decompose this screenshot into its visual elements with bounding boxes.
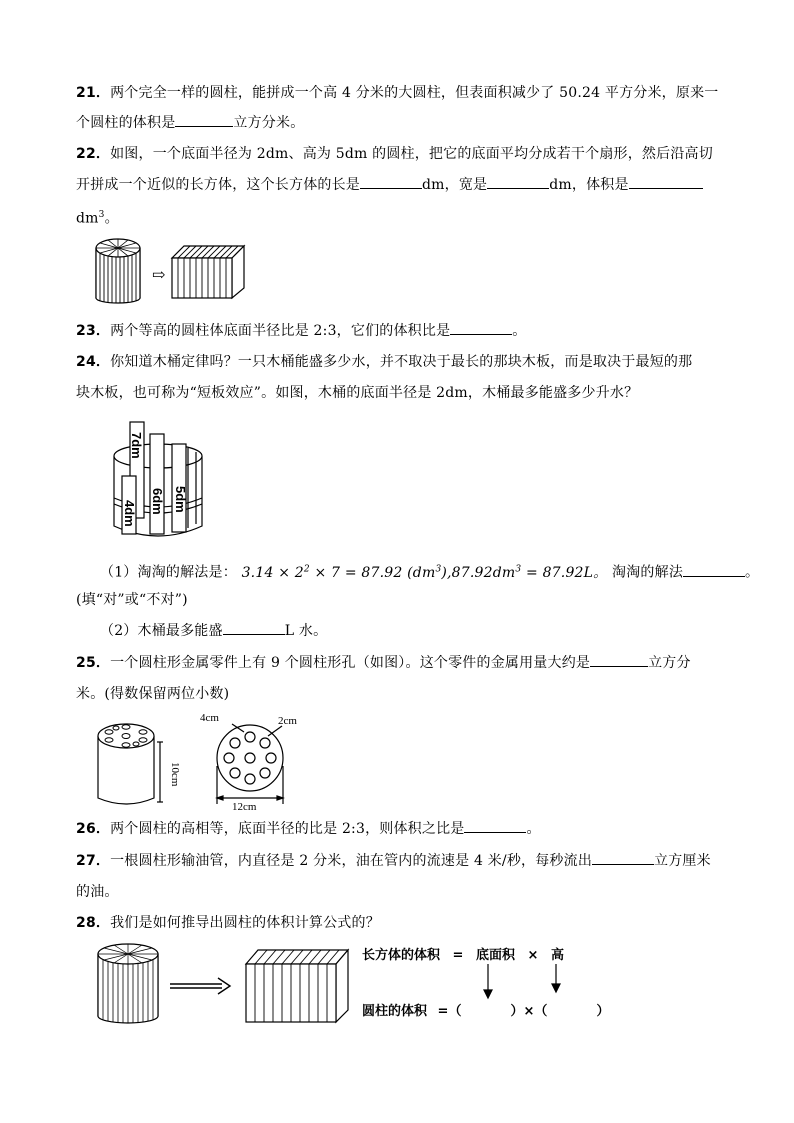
cylinder-volume-formula <box>362 1000 610 1019</box>
q27-line2 <box>76 881 119 903</box>
cylinder-volume-derivation-figure <box>92 940 362 1026</box>
answer-blank[interactable] <box>464 818 526 833</box>
plank-label-7dm: 7dm <box>129 432 144 459</box>
question-number: 25． <box>76 655 111 671</box>
formula-sup: 3 <box>435 564 442 574</box>
q22-line2 <box>76 174 703 196</box>
formula-part: 3.14 × 2 <box>241 564 304 581</box>
q23-end: 。 <box>512 323 527 339</box>
formula-term: 高 <box>550 948 564 963</box>
q24-text: 你知道木桶定律吗？一只木桶能盛多少水，并不取决于最长的那块木板，而是取决于最短的那 <box>110 354 693 370</box>
q22-text-3: dm，宽是 <box>422 177 488 193</box>
q24-sub1-text: 淘淘的解法 <box>612 564 684 581</box>
question-number: 27． <box>76 853 111 869</box>
question-number: 28． <box>76 915 111 931</box>
q26-line <box>76 818 541 840</box>
formula <box>242 565 612 581</box>
q21-text-3: 立方分米。 <box>233 115 305 131</box>
arrow-icon: ⇨ <box>152 265 166 284</box>
q25-text-2: 立方分 <box>648 655 691 671</box>
formula-part: × 7 = 87.92 (dm <box>309 564 436 581</box>
q24-sub1-label: （1）淘淘的解法是： <box>100 564 237 581</box>
times-sign: × <box>527 948 539 963</box>
q26-end: 。 <box>526 821 541 837</box>
question-number: 26． <box>76 821 111 837</box>
q28-text: 我们是如何推导出圆柱的体积计算公式的？ <box>110 915 380 931</box>
cuboid <box>172 246 244 298</box>
q23-line <box>76 320 526 342</box>
q24-sub2-text: （2）木桶最多能盛 <box>100 623 223 639</box>
q24-sub1 <box>100 558 759 584</box>
q24-text-2: 块木板，也可称为“短板效应”。如图，木桶的底面半径是 2dm，木桶最多能盛多少升水？ <box>76 385 639 401</box>
answer-blank[interactable] <box>592 850 654 865</box>
question-number: 24． <box>76 354 111 370</box>
q21-text: 两个完全一样的圆柱，能拼成一个高 4 分米的大圆柱，但表面积减少了 50.24 平方分米，原来一 <box>110 85 719 101</box>
q24-hint: (填“对”或“不对”) <box>76 592 188 608</box>
q25-text: 一个圆柱形金属零件上有 9 个圆柱形孔（如图）。这个零件的金属用量大约是 <box>110 655 591 671</box>
plank-label-6dm: 6dm <box>150 488 165 515</box>
answer-blank[interactable] <box>360 174 422 189</box>
q22-line1 <box>76 143 713 165</box>
close-paren: ） <box>596 1004 610 1019</box>
equals-paren: =（ <box>437 1004 462 1019</box>
q26-text: 两个圆柱的高相等，底面半径的比是 2:3，则体积之比是 <box>110 821 465 837</box>
formula-term: 底面积 <box>475 948 515 963</box>
q27-text-3: 的油。 <box>76 884 119 900</box>
q22-text-end: 。 <box>104 210 119 227</box>
q27-text: 一根圆柱形输油管，内直径是 2 分米，油在管内的流速是 4 米/秒，每秒流出 <box>110 853 593 869</box>
q22-unit: dm <box>76 210 99 227</box>
times-paren: ）×（ <box>510 1004 548 1019</box>
label-12cm: 12cm <box>232 801 257 812</box>
q25-text-3: 米。(得数保留两位小数) <box>76 686 230 702</box>
plank-label-4dm: 4dm <box>122 500 137 527</box>
cuboid-volume-formula <box>362 944 564 963</box>
q24-sub1-hint <box>76 589 188 611</box>
answer-blank[interactable] <box>629 174 703 189</box>
q24-line2 <box>76 382 638 404</box>
answer-blank[interactable] <box>175 112 233 127</box>
q24-line1 <box>76 351 692 373</box>
formula-sup: 2 <box>303 564 310 574</box>
q25-line2 <box>76 683 229 705</box>
answer-blank[interactable] <box>450 320 512 335</box>
answer-blank[interactable] <box>590 652 648 667</box>
plank-label-5dm: 5dm <box>173 486 188 513</box>
label-4cm: 4cm <box>200 712 219 724</box>
q23-text: 两个等高的圆柱体底面半径比是 2:3，它们的体积比是 <box>110 323 451 339</box>
q27-text-2: 立方厘米 <box>654 853 711 869</box>
q22-text-2: 开拼成一个近似的长方体，这个长方体的长是 <box>76 177 360 193</box>
q27-line1 <box>76 850 711 872</box>
formula-sup: 3 <box>515 564 522 574</box>
label-10cm: 10cm <box>169 762 181 787</box>
answer-blank[interactable] <box>487 174 549 189</box>
q21-line1 <box>76 82 718 104</box>
q24-sub2-end: L 水。 <box>284 623 328 639</box>
q24-sub2 <box>100 620 327 642</box>
formula-term: 长方体的体积 <box>362 948 441 963</box>
formula-term: 圆柱的体积 <box>362 1004 428 1019</box>
q21-line2 <box>76 112 304 134</box>
formula-part: = 87.92L。 <box>521 564 608 581</box>
formula-part: ),87.92dm <box>441 564 516 581</box>
question-number: 22． <box>76 146 111 162</box>
answer-blank[interactable] <box>683 562 745 577</box>
down-arrows <box>474 962 574 1000</box>
q22-text: 如图，一个底面半径为 2dm、高为 5dm 的圆柱，把它的底面平均分成若干个扇形，然后沿高切 <box>110 146 713 162</box>
question-number: 21． <box>76 85 111 101</box>
q21-text-2: 个圆柱的体积是 <box>76 115 176 131</box>
q22-line3 <box>76 204 119 230</box>
equals-sign: = <box>452 948 464 963</box>
label-2cm: 2cm <box>278 715 297 727</box>
question-number: 23． <box>76 323 111 339</box>
q28-line <box>76 912 380 934</box>
metal-part-figure <box>92 708 312 812</box>
wooden-barrel-figure <box>104 416 216 548</box>
q22-unit-sup: 3 <box>98 210 105 220</box>
q25-line1 <box>76 652 691 674</box>
cylinder-to-cuboid-figure <box>92 236 252 304</box>
q22-text-4: dm，体积是 <box>549 177 629 193</box>
answer-blank[interactable] <box>223 620 285 635</box>
q24-sub1-end: 。 <box>745 564 760 581</box>
